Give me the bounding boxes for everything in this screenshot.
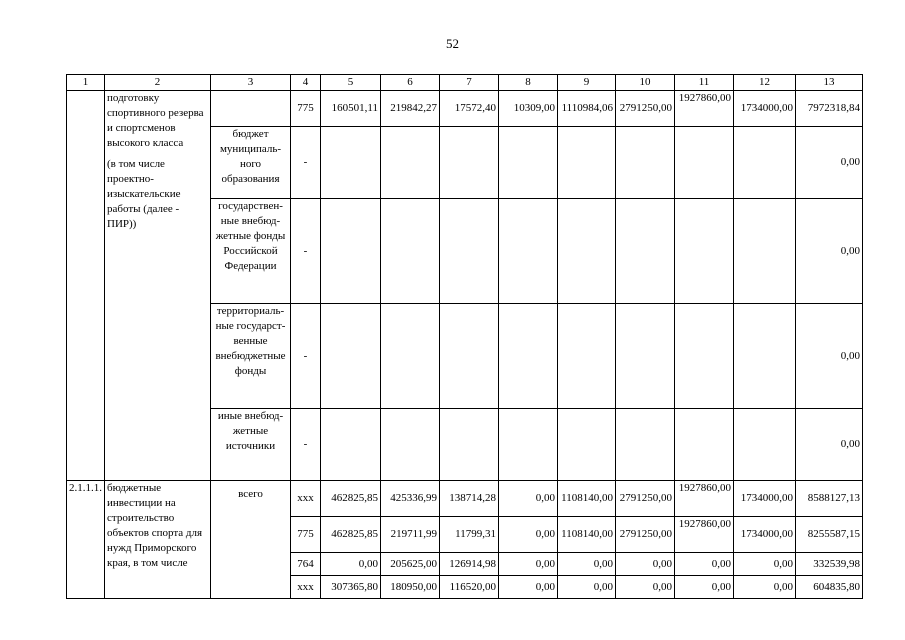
source-label: территориаль-ные государст-венные внебюджетные фонды [211,304,291,409]
total-cell: 0,00 [796,304,863,409]
value-cell: 0,00 [499,481,558,517]
value-cell: 0,00 [499,576,558,599]
budget-table [66,74,863,599]
value-cell: 160501,11 [321,91,381,127]
column-number: 7 [440,75,499,91]
value-cell: 1927860,00 [675,91,734,127]
total-cell: 0,00 [796,127,863,199]
value-cell: 180950,00 [381,576,440,599]
column-number: 8 [499,75,558,91]
column-number: 12 [734,75,796,91]
budget-code: - [291,199,321,304]
value-cell: 219711,99 [381,517,440,553]
budget-code: xxx [291,576,321,599]
item-description [105,91,211,481]
value-cell: 1108140,00 [558,517,616,553]
column-number: 4 [291,75,321,91]
value-cell: 8255587,15 [796,517,863,553]
column-number: 10 [616,75,675,91]
description-text: подготовку спортивного резерва и спортсменов высокого класса [107,92,204,149]
budget-code: - [291,409,321,481]
value-cell: 1927860,00 [675,481,734,517]
budget-code: - [291,127,321,199]
value-cell: 7972318,84 [796,91,863,127]
column-number: 9 [558,75,616,91]
value-cell: 462825,85 [321,481,381,517]
source-cell [211,91,291,127]
item-number-cell [67,91,105,481]
value-cell: 0,00 [616,553,675,576]
value-cell: 0,00 [558,553,616,576]
value-cell: 425336,99 [381,481,440,517]
value-cell: 116520,00 [440,576,499,599]
value-cell: 8588127,13 [796,481,863,517]
total-cell: 0,00 [796,409,863,481]
source-label: всего [211,481,291,599]
value-cell: 126914,98 [440,553,499,576]
value-cell: 0,00 [616,576,675,599]
column-number: 3 [211,75,291,91]
value-cell: 10309,00 [499,91,558,127]
value-cell: 17572,40 [440,91,499,127]
source-label: иные внебюд-жетные источники [211,409,291,481]
value-cell: 0,00 [734,553,796,576]
column-number: 5 [321,75,381,91]
value-cell: 307365,80 [321,576,381,599]
value-cell: 2791250,00 [616,481,675,517]
value-cell: 0,00 [675,553,734,576]
column-number: 13 [796,75,863,91]
value-cell: 0,00 [321,553,381,576]
budget-code: xxx [291,481,321,517]
value-cell: 138714,28 [440,481,499,517]
item-description: бюджетные инвестиции на строительство объектов спорта для нужд Приморского края, в том числе [105,481,211,599]
value-cell: 0,00 [499,517,558,553]
value-cell: 0,00 [675,576,734,599]
budget-code: 775 [291,517,321,553]
budget-code: 764 [291,553,321,576]
table-row [67,481,863,517]
column-number: 2 [105,75,211,91]
value-cell: 332539,98 [796,553,863,576]
value-cell: 219842,27 [381,91,440,127]
value-cell: 2791250,00 [616,91,675,127]
total-cell: 0,00 [796,199,863,304]
column-number: 1 [67,75,105,91]
table-row [67,91,863,127]
value-cell: 1734000,00 [734,91,796,127]
value-cell: 1927860,00 [675,517,734,553]
value-cell: 2791250,00 [616,517,675,553]
value-cell: 1110984,06 [558,91,616,127]
description-note: (в том числе проектно-изыскательские работы (далее - ПИР)) [107,158,181,230]
value-cell: 462825,85 [321,517,381,553]
source-label: бюджет муниципаль-ного образования [211,127,291,199]
value-cell: 0,00 [499,553,558,576]
column-number-row [67,75,863,91]
column-number: 11 [675,75,734,91]
value-cell: 0,00 [734,576,796,599]
column-number: 6 [381,75,440,91]
value-cell: 0,00 [558,576,616,599]
source-label: государствен-ные внебюд-жетные фонды Российской Федерации [211,199,291,304]
budget-code: 775 [291,91,321,127]
value-cell: 205625,00 [381,553,440,576]
value-cell: 604835,80 [796,576,863,599]
value-cell: 1734000,00 [734,517,796,553]
value-cell: 1108140,00 [558,481,616,517]
value-cell: 1734000,00 [734,481,796,517]
item-number: 2.1.1.1. [67,481,105,599]
page-number: 52 [446,36,459,51]
value-cell: 11799,31 [440,517,499,553]
budget-code: - [291,304,321,409]
